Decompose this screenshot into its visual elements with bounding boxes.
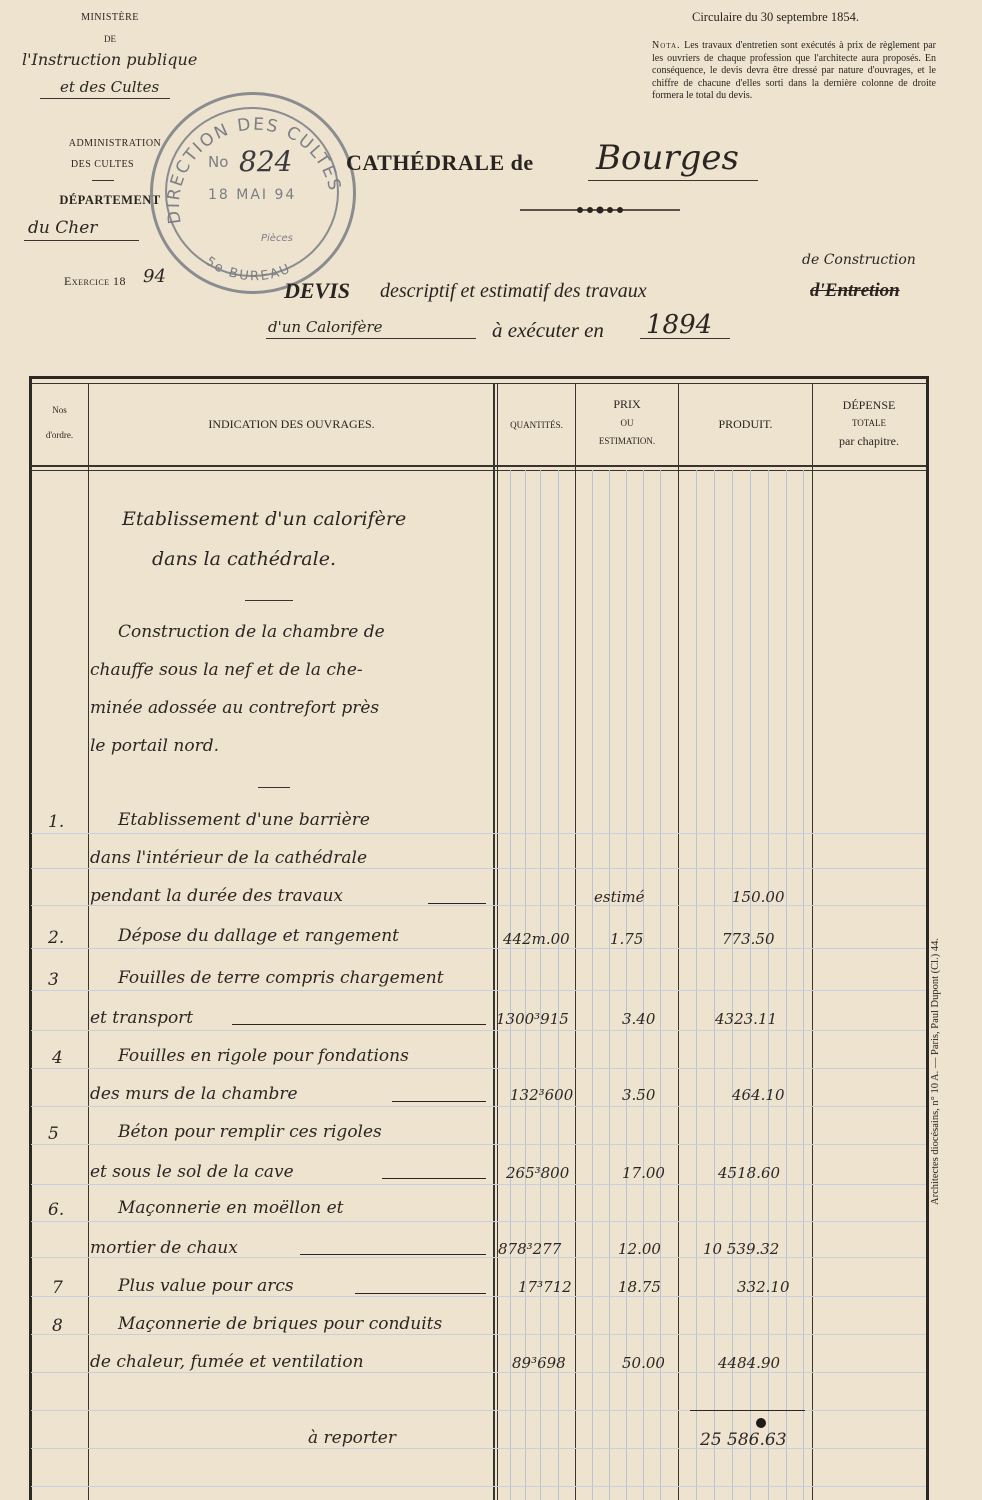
grid-line xyxy=(732,470,733,1500)
header-quantites: QUANTITÉS. xyxy=(510,420,563,430)
calorifere-underline xyxy=(266,338,476,339)
stamp-ring-label: DIRECTION DES CULTES xyxy=(163,114,345,226)
devis-description: descriptif et estimatif des travaux xyxy=(380,280,647,302)
header-indication: INDICATION DES OUVRAGES. xyxy=(208,417,375,431)
calorifere-handwritten: d'un Calorifère xyxy=(268,318,383,336)
departement-label: DÉPARTEMENT xyxy=(59,193,161,207)
row-6-number: 6. xyxy=(48,1200,65,1220)
row-3-number: 3 xyxy=(48,970,59,990)
entretien-struck: d'Entretion xyxy=(810,280,900,301)
grid-line xyxy=(592,470,593,1500)
row-5-desc-line-2: et sous le sol de la cave xyxy=(90,1162,294,1182)
circulaire-date: Circulaire du 30 septembre 1854. xyxy=(692,10,859,24)
cathedrale-underline xyxy=(588,180,758,181)
table-header-border-inner xyxy=(31,470,926,471)
ministere-handwritten-2: et des Cultes xyxy=(60,78,160,96)
header-depense: DÉPENSE xyxy=(842,398,896,412)
construction-handwritten: de Construction xyxy=(802,252,916,268)
exercice-handwritten: 94 xyxy=(143,266,166,287)
grid-line xyxy=(643,470,644,1500)
year-handwritten: 1894 xyxy=(646,310,713,340)
intro-line-2c: minée adossée au contrefort près xyxy=(90,698,380,718)
intro-line-1a: Etablissement d'un calorifère xyxy=(122,508,407,530)
row-4-desc-line-1: Fouilles en rigole pour fondations xyxy=(118,1046,409,1066)
cathedrale-title: CATHÉDRALE de xyxy=(346,150,534,175)
row-5-quantity: 265³800 xyxy=(506,1164,570,1182)
intro-line-2b: chauffe sous la nef et de la che- xyxy=(90,660,363,680)
header-prix: PRIX xyxy=(613,397,641,411)
grid-line xyxy=(609,470,610,1500)
nota-block xyxy=(652,40,936,103)
grid-line xyxy=(525,470,526,1500)
header-produit: PRODUIT. xyxy=(718,417,773,431)
row-3-desc-line-1: Fouilles de terre compris chargement xyxy=(118,968,444,988)
admin-divider xyxy=(92,180,114,181)
row-5-desc-line-1: Béton pour remplir ces rigoles xyxy=(118,1122,382,1142)
grid-line xyxy=(660,470,661,1500)
row-6-produit: 10 539.32 xyxy=(703,1240,780,1258)
report-label: à reporter xyxy=(308,1428,396,1448)
row-8-quantity: 89³698 xyxy=(512,1354,566,1372)
ruled-line xyxy=(31,868,926,869)
ministere-handwritten-1: l'Instruction publique xyxy=(22,50,198,69)
row-2-produit: 773.50 xyxy=(722,930,775,948)
col-sep-indication xyxy=(493,383,495,1500)
row-2-desc-line-1: Dépose du dallage et rangement xyxy=(118,926,400,946)
col-sep-ordre xyxy=(88,383,89,1500)
cathedrale-name-handwritten: Bourges xyxy=(596,138,739,178)
row-5-price: 17.00 xyxy=(622,1164,665,1182)
intro-separator-2 xyxy=(258,787,290,788)
ruled-line xyxy=(31,1144,926,1145)
svg-text:5e BUREAU xyxy=(203,254,294,284)
header-ordre: d'ordre. xyxy=(45,430,74,440)
row-7-desc-line-1: Plus value pour arcs xyxy=(118,1276,294,1296)
ruled-line xyxy=(31,1334,926,1335)
ruled-line xyxy=(31,833,926,834)
row-1-leader xyxy=(428,903,486,904)
intro-line-2a: Construction de la chambre de xyxy=(118,622,385,642)
row-7-leader xyxy=(355,1293,486,1294)
row-1-price: estimé xyxy=(594,888,645,906)
row-3-price: 3.40 xyxy=(622,1010,656,1028)
grid-line xyxy=(750,470,751,1500)
ruled-line xyxy=(31,1296,926,1297)
grid-line xyxy=(558,470,559,1500)
row-6-quantity: 878³277 xyxy=(498,1240,562,1258)
header-nos: Nos xyxy=(52,405,67,415)
intro-line-2d: le portail nord. xyxy=(90,736,219,756)
row-2-price: 1.75 xyxy=(610,930,644,948)
ministere-label: MINISTÈRE xyxy=(81,12,139,23)
stamp-bureau-label: 5e BUREAU xyxy=(202,254,294,285)
ruled-line xyxy=(31,948,926,949)
grid-line xyxy=(540,470,541,1500)
row-6-price: 12.00 xyxy=(618,1240,661,1258)
stamp-no-label: No xyxy=(208,153,229,171)
row-1-produit: 150.00 xyxy=(732,888,785,906)
col-sep-produit xyxy=(812,383,813,1500)
row-7-number: 7 xyxy=(52,1278,63,1298)
col-sep-indication-inner xyxy=(497,383,498,1500)
report-total: 25 586.63 xyxy=(700,1430,787,1450)
ruled-line xyxy=(31,1184,926,1185)
stamp-date: 18 MAI 94 xyxy=(208,187,297,203)
ink-blot xyxy=(756,1418,766,1428)
ruled-line xyxy=(31,1372,926,1373)
row-8-price: 50.00 xyxy=(622,1354,665,1372)
row-7-produit: 332.10 xyxy=(737,1278,790,1296)
stamp-number: 824 xyxy=(239,145,293,178)
ruled-line xyxy=(31,1068,926,1069)
row-1-number: 1. xyxy=(48,812,65,832)
row-1-desc-line-1: Etablissement d'une barrière xyxy=(118,810,370,830)
row-8-desc-line-1: Maçonnerie de briques pour conduits xyxy=(118,1314,443,1334)
stamp-pieces: Pièces xyxy=(261,233,293,244)
row-4-produit: 464.10 xyxy=(732,1086,785,1104)
row-8-produit: 4484.90 xyxy=(718,1354,781,1372)
grid-line xyxy=(696,470,697,1500)
intro-separator xyxy=(245,600,293,601)
administration-label: ADMINISTRATION xyxy=(68,138,162,149)
row-2-number: 2. xyxy=(48,928,65,948)
departement-handwritten: du Cher xyxy=(28,218,98,238)
col-sep-quantites xyxy=(575,383,576,1500)
row-1-desc-line-3: pendant la durée des travaux xyxy=(90,886,343,906)
ruled-line xyxy=(31,990,926,991)
nota-label: Nota. xyxy=(652,40,681,51)
row-4-quantity: 132³600 xyxy=(510,1086,574,1104)
row-6-leader xyxy=(300,1254,486,1255)
ornament-divider xyxy=(520,203,680,217)
row-4-leader xyxy=(392,1101,486,1102)
ruled-line xyxy=(31,1448,926,1449)
row-5-number: 5 xyxy=(48,1124,59,1144)
devis-label: DEVIS xyxy=(284,278,351,303)
grid-line xyxy=(768,470,769,1500)
report-total-rule xyxy=(690,1410,805,1411)
grid-line xyxy=(786,470,787,1500)
grid-line xyxy=(510,470,511,1500)
grid-line xyxy=(626,470,627,1500)
row-4-number: 4 xyxy=(52,1048,63,1068)
side-imprint: Architectes diocésains, n° 10 A. — Paris, Paul Dupont (Cl.) 44. xyxy=(930,938,941,1205)
row-4-price: 3.50 xyxy=(622,1086,656,1104)
row-8-number: 8 xyxy=(52,1316,63,1336)
header-par-chapitre: par chapitre. xyxy=(839,434,899,448)
row-3-leader xyxy=(232,1024,486,1025)
row-3-desc-line-2: et transport xyxy=(90,1008,194,1028)
row-4-desc-line-2: des murs de la chambre xyxy=(90,1084,298,1104)
ruled-line xyxy=(31,1486,926,1487)
ministere-underline xyxy=(40,98,170,99)
ruled-line xyxy=(31,1030,926,1031)
grid-line xyxy=(803,470,804,1500)
de-label: DE xyxy=(104,34,116,44)
header-estimation: ESTIMATION. xyxy=(598,436,656,446)
des-cultes-label: DES CULTES xyxy=(70,159,135,170)
nota-text: Les travaux d'entretien sont exécutés à prix de règlement par les ouvriers de chaque profession que l'architecte aura proposés. En conséquence, le devis devra être dressé par nature d'ouvrages, et le chiffre de chacune d'elles sorti dans la dernière colonne de droite formera le total du devis. xyxy=(652,40,936,101)
intro-line-1b: dans la cathédrale. xyxy=(152,548,336,570)
row-6-desc-line-2: mortier de chaux xyxy=(90,1238,238,1258)
row-6-desc-line-1: Maçonnerie en moëllon et xyxy=(118,1198,344,1218)
table-header-border xyxy=(31,465,926,467)
row-7-quantity: 17³712 xyxy=(518,1278,572,1296)
table-top-inner-border xyxy=(31,383,926,384)
row-2-quantity: 442m.00 xyxy=(503,930,570,948)
row-8-desc-line-2: de chaleur, fumée et ventilation xyxy=(90,1352,364,1372)
header-ou: OU xyxy=(620,418,634,428)
ruled-line xyxy=(31,1106,926,1107)
year-underline xyxy=(640,338,730,339)
grid-line xyxy=(714,470,715,1500)
executer-label: à exécuter en xyxy=(492,318,604,342)
row-3-quantity: 1300³915 xyxy=(496,1010,569,1028)
row-7-price: 18.75 xyxy=(618,1278,661,1296)
row-1-desc-line-2: dans l'intérieur de la cathédrale xyxy=(90,848,368,868)
row-5-leader xyxy=(382,1178,486,1179)
col-sep-prix xyxy=(678,383,679,1500)
departement-underline xyxy=(24,240,139,241)
row-3-produit: 4323.11 xyxy=(715,1010,778,1028)
row-5-produit: 4518.60 xyxy=(718,1164,781,1182)
header-totale: TOTALE xyxy=(851,418,887,428)
exercice-label: Exercice 18 xyxy=(64,274,127,288)
direction-cultes-stamp xyxy=(150,92,356,294)
ruled-line xyxy=(31,1221,926,1222)
